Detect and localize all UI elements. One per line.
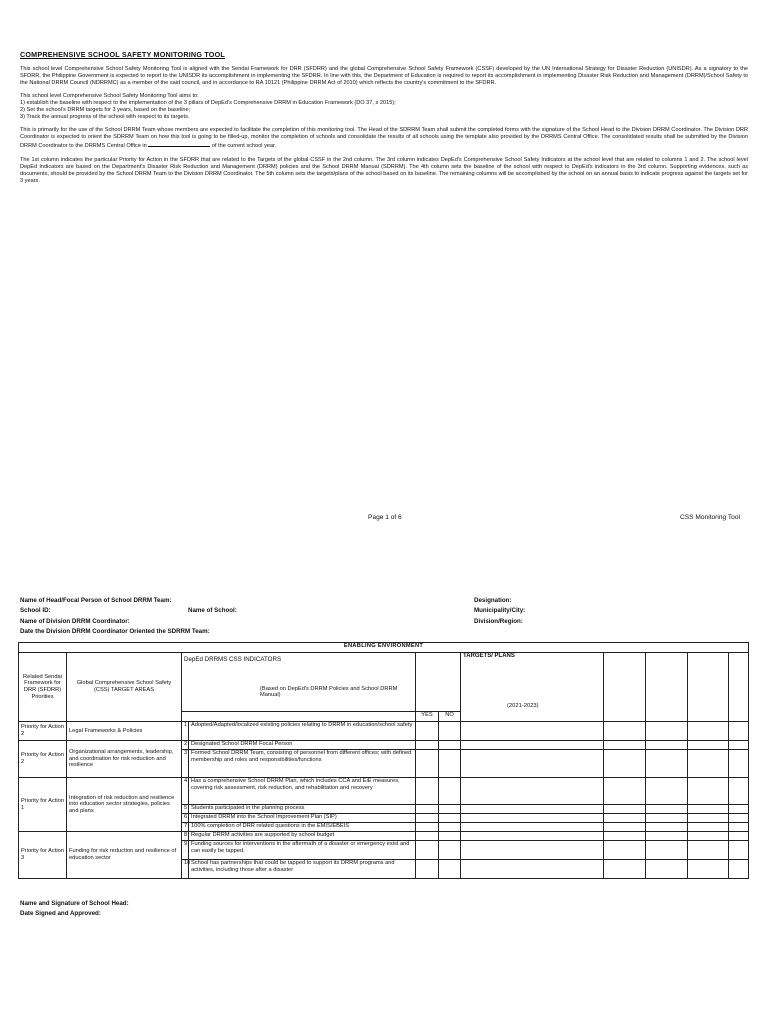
remarks-cell[interactable] — [729, 722, 749, 741]
year-cell[interactable] — [604, 860, 646, 879]
no-cell[interactable] — [439, 841, 461, 860]
year-cell[interactable] — [688, 823, 729, 832]
year-cell[interactable] — [604, 805, 646, 814]
intro-paragraph: This school level Comprehensive School Safety Monitoring Tool is aligned with the Sendai Framework for DRR (SFDRR) and the global Comprehensive School Safety Framework (CSSF) developed by the UN International Strategy for Disaster Reduction (UNISDR). As a signatory to the SFDRR, the Philippine Government is expected to report to the UNISDR its accomplishment in implementing the SFDRR. In line with this, the Department of Education is required to report its accomplishment in implementing Disaster Risk Reduction and Management (DRRM)/School Safety to the National DRRM Council (NDRRMC) as a member of the said council, and in accordance to RA 10121 (Philippine DRRM Act of 2010) which reflects the country's commitment to the SFDRR. — [20, 66, 748, 87]
no-header: NO — [439, 712, 461, 722]
year-cell[interactable] — [646, 805, 688, 814]
year-cell[interactable] — [604, 722, 646, 741]
yes-header: YES — [416, 712, 439, 722]
indicator-text: Has a comprehensive School DRRM Plan, which includes CCA and EiE measures, covering risk assessment, risk reduction, and rehabilitation and recovery — [189, 778, 416, 805]
yes-cell[interactable] — [416, 722, 439, 741]
priority-cell: Priority for Action 1 — [19, 778, 67, 832]
yes-cell[interactable] — [416, 741, 439, 750]
usage-text-end: of the current school year. — [211, 143, 277, 150]
year-cell[interactable] — [646, 860, 688, 879]
target-cell[interactable] — [461, 741, 604, 750]
no-cell[interactable] — [439, 814, 461, 823]
yes-cell[interactable] — [416, 841, 439, 860]
aim-item: 3) Track the annual progress of the school with respect to its targets. — [20, 114, 190, 121]
no-cell[interactable] — [439, 823, 461, 832]
division-coordinator-label: Name of Division DRRM Coordinator: — [20, 618, 130, 625]
year-2-header — [646, 653, 688, 722]
indicator-text: Formed School DRRM Team, consisting of personnel from different offices; with defined membership and roles and responsibilities/functions — [189, 750, 416, 778]
sfdrr-priorities-header: Related Sendai Framework for DRR (SFDRR) Priorities — [19, 653, 67, 722]
indicator-number: 4 — [182, 778, 189, 805]
no-cell[interactable] — [439, 860, 461, 879]
designation-label: Designation: — [474, 597, 512, 604]
year-cell[interactable] — [688, 750, 729, 778]
year-cell[interactable] — [646, 741, 688, 750]
remarks-cell[interactable] — [729, 860, 749, 879]
year-cell[interactable] — [688, 860, 729, 879]
year-cell[interactable] — [688, 722, 729, 741]
year-cell[interactable] — [646, 778, 688, 805]
school-name-label: Name of School: — [188, 607, 237, 614]
year-cell[interactable] — [646, 750, 688, 778]
year-cell[interactable] — [604, 832, 646, 841]
indicator-text: Regular DRRM activities are supported by school budget — [189, 832, 416, 841]
columns-paragraph: The 1st column indicates the particular Priority for Action in the SFDRR that are related to the Targets of the global CSSF in the 2nd column. The 3rd column indicates DepEd's Comprehensive School Safety Indicators at the school level that are related to columns 1 and 2. The school level DepEd Indicators are based on the Department's Disaster Risk Reduction and Management (DRRM) policies and the School DRRM Manual (SDRRM). The 4th column sets the baseline of the school with respect to DepEd's indicators in the 3rd column. Supporting evidences, such as documents, should be provided by the School DRRM Team to the Division DRRM Coordinator. The 5th column sets the targets/plans of the school based on its baseline. The remaining columns will be accomplished by the school on an annual basis to indicate progress against the targets set for 3 years. — [20, 156, 748, 184]
indicator-text: School has partnerships that could be tapped to support its DRRM programs and activities, including those after a disaster — [189, 860, 416, 879]
indicator-text: Adopted/Adapted/localized existing policies relating to DRRM in education/school safety — [189, 722, 416, 741]
target-cell[interactable] — [461, 750, 604, 778]
year-cell[interactable] — [646, 814, 688, 823]
target-area-cell: Integration of risk reduction and resilience into education sector strategies, policies and plans — [67, 778, 182, 832]
target-cell[interactable] — [461, 722, 604, 741]
date-signed-label: Date Signed and Approved: — [20, 910, 101, 917]
year-cell[interactable] — [688, 741, 729, 750]
indicator-text: Funding sources for interventions in the aftermath of a disaster or emergency exist and can easily be tapped. — [189, 841, 416, 860]
remarks-cell[interactable] — [729, 823, 749, 832]
form-fields — [20, 597, 748, 640]
no-cell[interactable] — [439, 741, 461, 750]
aims-intro: This school level Comprehensive School Safety Monitoring Tool aims to: — [20, 93, 199, 100]
remarks-header — [729, 653, 749, 722]
page-two-header — [20, 597, 748, 640]
division-region-label: Division/Region: — [474, 618, 523, 625]
year-3-header — [688, 653, 729, 722]
targets-header — [461, 653, 604, 722]
school-id-label: School ID: — [20, 607, 51, 614]
target-cell[interactable] — [461, 814, 604, 823]
target-cell[interactable] — [461, 805, 604, 814]
aims-list — [20, 93, 748, 121]
no-cell[interactable] — [439, 722, 461, 741]
year-cell[interactable] — [646, 832, 688, 841]
indicator-number: 2 — [182, 741, 189, 750]
aim-item: 1) establish the baseline with respect to the implementation of the 3 pillars of DepEd's Comprehensive DRRM in Education Framework (DO 37, s 2015); — [20, 100, 396, 107]
page-one — [20, 50, 748, 191]
no-cell[interactable] — [439, 805, 461, 814]
indicator-number: 6 — [182, 814, 189, 823]
indicator-text: Designated School DRRM Focal Person — [189, 741, 416, 750]
year-cell[interactable] — [604, 814, 646, 823]
target-area-cell: Funding for risk reduction and resilience of education sector — [67, 832, 182, 879]
target-area-cell: Organizational arrangements, leadership, and coordination for risk reduction and resilience — [67, 741, 182, 778]
remarks-cell[interactable] — [729, 832, 749, 841]
section-banner: ENABLING ENVIRONMENT — [19, 643, 749, 653]
year-cell[interactable] — [604, 841, 646, 860]
school-head-signature-label: Name and Signature of School Head: — [20, 900, 129, 907]
indicator-number: 9 — [182, 841, 189, 860]
priority-cell: Priority for Action 2 — [19, 722, 67, 741]
usage-text: This is primarily for the use of the School DRRM Team whose members are expected to facilitate the completion of this monitoring tool. The Head of the SDRRM Team shall submit the completed forms with the signature of the School Head to the Division DRRM Coordinator. The Division DRR Coordinator is expected to orient the SDRRM Team on how this tool is going to be filled-up, monitor the completion of schools and consolidate the results of all schools using the template also provided by the DRRMS Central Office. The consolidated results shall be submitted by the Division DRRM Coordinator to the DRRMS Central Office in — [20, 127, 748, 150]
year-cell[interactable] — [688, 778, 729, 805]
target-cell[interactable] — [461, 841, 604, 860]
year-cell[interactable] — [688, 832, 729, 841]
year-cell[interactable] — [604, 750, 646, 778]
no-cell[interactable] — [439, 778, 461, 805]
year-cell[interactable] — [688, 814, 729, 823]
submission-date-blank — [148, 141, 210, 147]
priority-cell: Priority for Action 2 — [19, 741, 67, 778]
targets-years: (2021-2023) — [507, 703, 539, 709]
no-cell[interactable] — [439, 750, 461, 778]
year-cell[interactable] — [688, 805, 729, 814]
remarks-cell[interactable] — [729, 750, 749, 778]
document-title: COMPREHENSIVE SCHOOL SAFETY MONITORING TOOL — [20, 50, 225, 59]
year-cell[interactable] — [604, 741, 646, 750]
yes-cell[interactable] — [416, 832, 439, 841]
remarks-cell[interactable] — [729, 814, 749, 823]
page-number: Page 1 of 6 — [368, 514, 402, 521]
municipality-label: Municipality/City: — [474, 607, 526, 614]
year-cell[interactable] — [646, 823, 688, 832]
indicator-number: 10 — [182, 860, 189, 879]
year-1-header — [604, 653, 646, 722]
usage-paragraph — [20, 127, 748, 150]
year-cell[interactable] — [646, 722, 688, 741]
yes-cell[interactable] — [416, 805, 439, 814]
indicator-number: 7 — [182, 823, 189, 832]
indicators-subtitle: (Based on DepEd's DRRM Policies and School DRRM Manual) — [260, 685, 398, 699]
indicator-number: 5 — [182, 805, 189, 814]
remarks-cell[interactable] — [729, 805, 749, 814]
footer-tool-name: CSS Monitoring Tool — [680, 514, 740, 521]
baseline-header — [416, 653, 461, 712]
indicators-header-spacer — [182, 712, 416, 722]
no-cell[interactable] — [439, 832, 461, 841]
remarks-cell[interactable] — [729, 741, 749, 750]
target-cell[interactable] — [461, 832, 604, 841]
indicators-header — [182, 653, 416, 712]
target-cell[interactable] — [461, 778, 604, 805]
year-cell[interactable] — [646, 841, 688, 860]
indicator-text: Integrated DRRM into the School Improvement Plan (SIP) — [189, 814, 416, 823]
priority-cell: Priority for Action 3 — [19, 832, 67, 879]
indicator-number: 1 — [182, 722, 189, 741]
remarks-cell[interactable] — [729, 778, 749, 805]
signature-block — [20, 899, 129, 919]
target-cell[interactable] — [461, 823, 604, 832]
remarks-cell[interactable] — [729, 841, 749, 860]
css-target-areas-header: Global Comprehensive School Safety (CSS) TARGET AREAS — [67, 653, 182, 722]
target-area-cell: Legal Frameworks & Policies — [67, 722, 182, 741]
yes-cell[interactable] — [416, 823, 439, 832]
yes-cell[interactable] — [416, 860, 439, 879]
indicator-number: 3 — [182, 750, 189, 778]
year-cell[interactable] — [604, 778, 646, 805]
year-cell[interactable] — [688, 841, 729, 860]
year-cell[interactable] — [604, 823, 646, 832]
indicator-text: Students participated in the planning process — [189, 805, 416, 814]
date-oriented-label: Date the Division DRRM Coordinator Oriented the SDRRM Team: — [20, 628, 210, 635]
yes-cell[interactable] — [416, 814, 439, 823]
aim-item: 2) Set the school's DRRM targets for 3 years, based on the baseline; — [20, 107, 191, 114]
indicator-number: 8 — [182, 832, 189, 841]
targets-title: TARGETS/ PLANS — [463, 653, 515, 659]
yes-cell[interactable] — [416, 778, 439, 805]
css-indicators-table — [18, 642, 749, 879]
indicators-title: DepEd DRRMS CSS INDICATORS — [184, 656, 282, 663]
indicator-text: 100% completion of DRR related questions in the EMIS/EBEIS — [189, 823, 416, 832]
head-focal-label: Name of Head/Focal Person of School DRRM Team: — [20, 597, 172, 604]
yes-cell[interactable] — [416, 750, 439, 778]
target-cell[interactable] — [461, 860, 604, 879]
